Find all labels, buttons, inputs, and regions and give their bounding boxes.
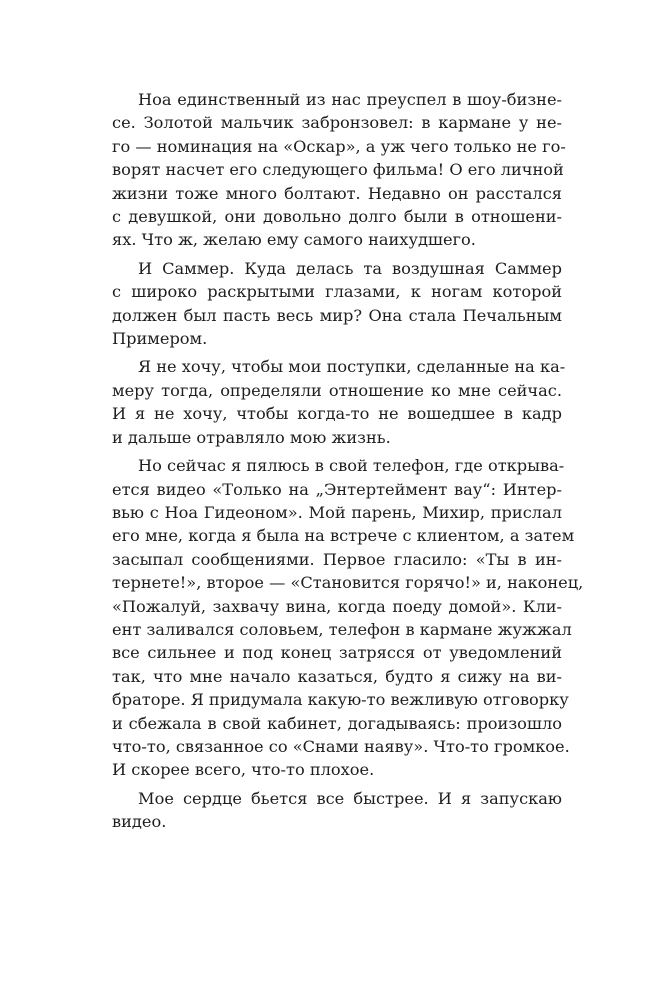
text-line: так, что мне начало казаться, будто я сижу на ви- xyxy=(112,666,562,686)
text-line: и дальше отравляло мою жизнь. xyxy=(112,427,391,447)
text-line: Ноа единственный из нас преуспел в шоу-бизне- xyxy=(138,90,562,109)
text-line: Примером. xyxy=(112,329,208,349)
text-line: ется видео «Только на „Энтертеймент вау“: Интер- xyxy=(112,479,562,499)
text-line: «Пожалуй, захвачу вина, когда поеду домой». Кли- xyxy=(112,596,562,616)
paragraph xyxy=(112,454,584,782)
body-text xyxy=(112,88,584,839)
text-line: что-то, связанное со «Снами наяву». Что-то громкое. xyxy=(112,736,570,756)
text-line: браторе. Я придумала какую-то вежливую отговорку xyxy=(112,690,569,710)
paragraph xyxy=(112,787,562,834)
text-line: видео. xyxy=(112,812,167,832)
paragraph xyxy=(112,88,566,252)
text-line: го — номинация на «Оскар», а уж чего только не го- xyxy=(112,136,566,156)
text-line: И Саммер. Куда делась та воздушная Саммер xyxy=(138,258,562,278)
text-line: Мое сердце бьется все быстрее. И я запускаю xyxy=(138,788,562,808)
paragraph xyxy=(112,257,562,351)
text-line: вью с Ноа Гидеоном». Мой парень, Михир, прислал xyxy=(112,502,562,522)
text-line: жизни тоже много болтают. Недавно он расстался xyxy=(112,183,562,203)
text-line: ент заливался соловьем, телефон в кармане жужжал xyxy=(112,619,572,639)
text-line: с широко раскрытыми глазами, к ногам которой xyxy=(112,282,562,302)
text-line: И я не хочу, чтобы когда-то не вошедшее в кадр xyxy=(112,404,562,424)
text-line: его мне, когда я была на встрече с клиентом, а затем xyxy=(112,526,575,546)
text-line: Но сейчас я пялюсь в свой телефон, где открыва- xyxy=(138,456,565,476)
text-line: се. Золотой мальчик забронзовел: в кармане у не- xyxy=(112,113,562,133)
text-line: И скорее всего, что-то плохое. xyxy=(112,760,375,780)
paragraph xyxy=(112,355,566,449)
text-line: с девушкой, они довольно долго были в отношени- xyxy=(112,207,562,227)
text-line: должен был пасть весь мир? Она стала Печальным xyxy=(112,305,562,325)
text-line: Я не хочу, чтобы мои поступки, сделанные на ка- xyxy=(138,357,566,377)
text-line: и сбежала в свой кабинет, догадываясь: произошло xyxy=(112,713,562,733)
text-line: все сильнее и под конец затрясся от уведомлений xyxy=(112,643,562,663)
text-line: меру тогда, определяли отношение ко мне сейчас. xyxy=(112,380,562,400)
text-line: ях. Что ж, желаю ему самого наихудшего. xyxy=(112,230,476,250)
text-line: ворят насчет его следующего фильма! О его личной xyxy=(112,160,564,180)
text-line: засыпал сообщениями. Первое гласило: «Ты в ин- xyxy=(112,549,562,569)
text-line: тернете!», второе — «Становится горячо!» и, наконец, xyxy=(112,573,584,593)
